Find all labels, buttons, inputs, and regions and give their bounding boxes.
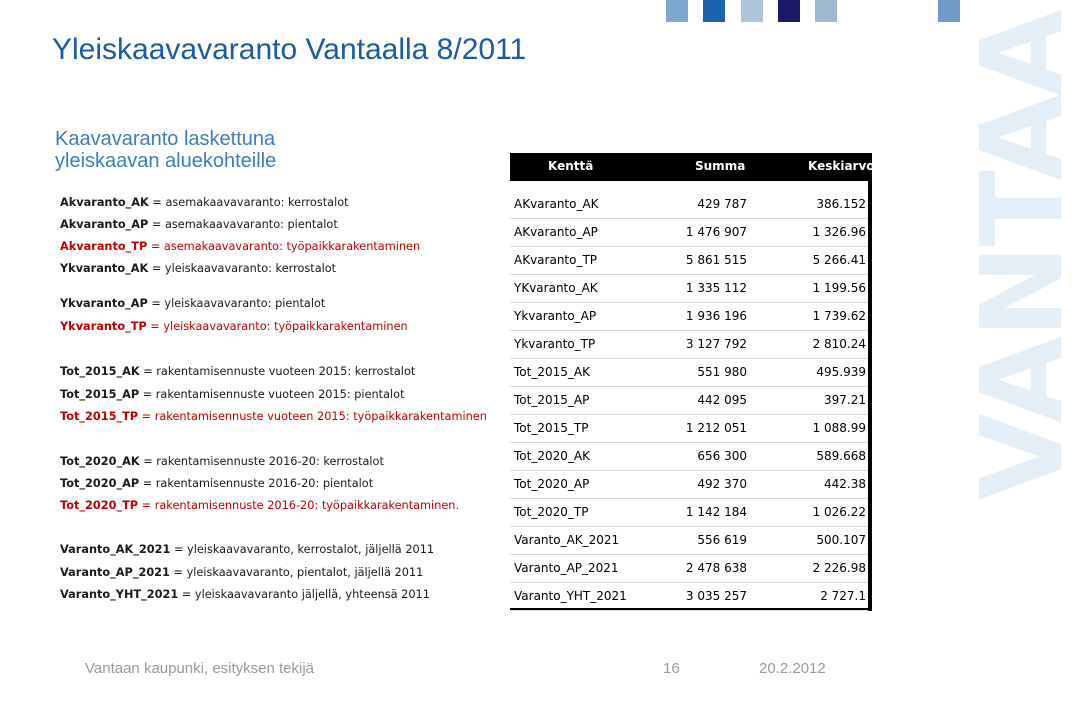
cell-sum: 3 127 792 (685, 337, 747, 351)
legend-line (60, 543, 434, 556)
subtitle-line: yleiskaavan aluekohteille (55, 150, 277, 172)
cell-field: AKvaranto_AP (514, 225, 598, 239)
legend-code: Varanto_AK_2021 (60, 543, 171, 556)
table-row (510, 415, 868, 443)
cell-average: 442.38 (824, 477, 866, 491)
cell-sum: 3 035 257 (685, 589, 747, 603)
cell-average: 386.152 (816, 197, 866, 211)
legend-description: = rakentamisennuste 2016-20: työpaikkarakentaminen. (138, 499, 460, 512)
cell-field: Ykvaranto_TP (514, 337, 596, 351)
legend-code: Varanto_YHT_2021 (60, 588, 179, 601)
table-row (510, 331, 868, 359)
legend-line (60, 499, 459, 512)
cell-field: Tot_2020_AP (514, 477, 590, 491)
legend-code: Tot_2015_AP (60, 388, 140, 401)
subtitle-line: Kaavavaranto laskettuna (55, 128, 276, 150)
footer-org: Vantaan kaupunki, esityksen tekijä (85, 660, 315, 677)
legend-code: Akvaranto_TP (60, 240, 148, 253)
cell-sum: 442 095 (697, 393, 747, 407)
slide-title: Yleiskaavavaranto Vantaalla 8/2011 (52, 33, 527, 66)
legend-line (60, 196, 349, 209)
table-row (510, 247, 868, 275)
cell-field: AKvaranto_TP (514, 253, 598, 267)
cell-sum: 429 787 (697, 197, 747, 211)
table-row (510, 191, 868, 219)
cell-field: Varanto_YHT_2021 (514, 589, 627, 603)
header-keskiarvo: Keskiarvo (808, 159, 875, 173)
table-row (510, 527, 868, 555)
cell-sum: 1 212 051 (685, 421, 747, 435)
legend-code: Ykvaranto_AK (60, 262, 149, 275)
slide-subtitle (55, 128, 276, 172)
legend-code: Tot_2020_AP (60, 477, 140, 490)
table-row (510, 387, 868, 415)
footer-date: 20.2.2012 (759, 660, 826, 677)
legend-line (60, 588, 430, 601)
table-row (510, 359, 868, 387)
cell-average: 495.939 (816, 365, 866, 379)
table-row (510, 499, 868, 527)
cell-sum: 2 478 638 (685, 561, 747, 575)
cell-sum: 1 335 112 (685, 281, 747, 295)
legend-line (60, 388, 405, 401)
legend-code: Ykvaranto_AP (60, 297, 148, 310)
legend-code: Ykvaranto_TP (60, 320, 147, 333)
cell-field: Ykvaranto_AP (514, 309, 597, 323)
legend-description: = yleiskaavavaranto jäljellä, yhteensä 2011 (178, 588, 430, 601)
cell-average: 500.107 (816, 533, 866, 547)
vantaa-watermark: VANTAA (958, 11, 1088, 500)
legend-description: = yleiskaavavaranto, pientalot, jäljellä 2011 (169, 566, 424, 579)
table-row (510, 275, 868, 303)
legend-line (60, 218, 338, 231)
cell-sum: 556 619 (697, 533, 747, 547)
cell-sum: 1 476 907 (685, 225, 747, 239)
cell-field: Tot_2015_TP (514, 421, 589, 435)
cell-sum: 5 861 515 (685, 253, 747, 267)
legend-line (60, 297, 325, 310)
legend-code: Tot_2015_AK (60, 365, 140, 378)
legend-code: Akvaranto_AK (60, 196, 149, 209)
legend-line (60, 320, 408, 333)
legend-description: = asemakaavavaranto: kerrostalot (148, 196, 349, 209)
legend-line (60, 455, 384, 468)
legend-line (60, 262, 336, 275)
legend-line (60, 410, 487, 423)
cell-sum: 656 300 (697, 449, 747, 463)
cell-field: Tot_2015_AP (514, 393, 590, 407)
cell-average: 2 810.24 (812, 337, 866, 351)
table-row (510, 583, 868, 611)
cell-field: Tot_2020_AK (514, 449, 590, 463)
cell-average: 2 727.1 (820, 589, 866, 603)
footer-page-number: 16 (663, 660, 680, 677)
cell-average: 5 266.41 (812, 253, 866, 267)
table-row (510, 303, 868, 331)
decor-square (741, 0, 763, 22)
decor-square (815, 0, 837, 22)
legend-description: = asemakaavavaranto: työpaikkarakentaminen (147, 240, 421, 253)
table-row (510, 471, 868, 499)
legend-code: Tot_2020_TP (60, 499, 139, 512)
legend-line (60, 240, 420, 253)
cell-average: 1 199.56 (812, 281, 866, 295)
cell-average: 1 088.99 (812, 421, 866, 435)
cell-field: AKvaranto_AK (514, 197, 599, 211)
legend-description: = rakentamisennuste 2016-20: kerrostalot (139, 455, 384, 468)
legend-line (60, 477, 373, 490)
legend-code: Akvaranto_AP (60, 218, 149, 231)
legend-description: = rakentamisennuste 2016-20: pientalot (139, 477, 374, 490)
table-row (510, 443, 868, 471)
cell-field: Varanto_AK_2021 (514, 533, 620, 547)
legend-description: = rakentamisennuste vuoteen 2015: kerrostalot (139, 365, 416, 378)
legend-description: = yleiskaavavaranto: pientalot (147, 297, 326, 310)
legend-description: = yleiskaavavaranto: työpaikkarakentaminen (146, 320, 408, 333)
cell-average: 1 739.62 (812, 309, 866, 323)
cell-field: YKvaranto_AK (514, 281, 598, 295)
legend-line (60, 365, 415, 378)
cell-average: 397.21 (824, 393, 866, 407)
legend-description: = rakentamisennuste vuoteen 2015: pientalot (139, 388, 405, 401)
cell-average: 2 226.98 (812, 561, 866, 575)
legend-description: = asemakaavavaranto: pientalot (148, 218, 338, 231)
cell-field: Varanto_AP_2021 (514, 561, 619, 575)
legend-line (60, 566, 423, 579)
table-row (510, 555, 868, 583)
decor-square (938, 0, 960, 22)
decor-square (703, 0, 725, 22)
table-row (510, 219, 868, 247)
cell-sum: 551 980 (697, 365, 747, 379)
table-header (510, 153, 875, 181)
legend-code: Tot_2015_TP (60, 410, 139, 423)
cell-average: 589.668 (816, 449, 866, 463)
legend-code: Varanto_AP_2021 (60, 566, 170, 579)
legend-description: = rakentamisennuste vuoteen 2015: työpaikkarakentaminen (138, 410, 487, 423)
decor-square (666, 0, 688, 22)
cell-field: Tot_2020_TP (514, 505, 589, 519)
cell-sum: 492 370 (697, 477, 747, 491)
header-kentta: Kenttä (548, 159, 594, 173)
legend-description: = yleiskaavavaranto, kerrostalot, jäljellä 2011 (170, 543, 435, 556)
legend-code: Tot_2020_AK (60, 455, 140, 468)
header-summa: Summa (695, 159, 746, 173)
cell-average: 1 026.22 (812, 505, 866, 519)
cell-sum: 1 142 184 (685, 505, 747, 519)
decor-square (778, 0, 800, 22)
cell-field: Tot_2015_AK (514, 365, 590, 379)
summary-table (510, 153, 875, 611)
row-divider (510, 610, 868, 611)
cell-average: 1 326.96 (812, 225, 866, 239)
cell-sum: 1 936 196 (685, 309, 747, 323)
legend-description: = yleiskaavavaranto: kerrostalot (148, 262, 337, 275)
